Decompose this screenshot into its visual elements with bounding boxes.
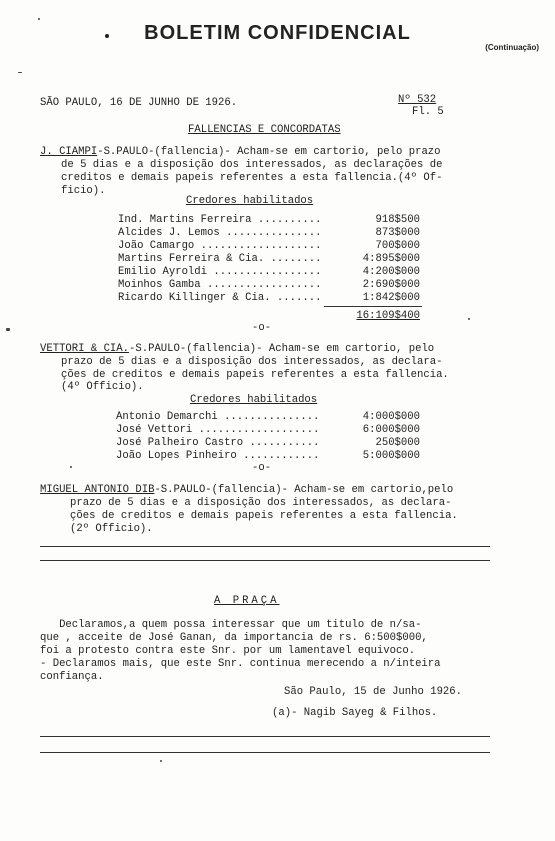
notice-line-4: - Declaramos mais, que este Snr. continua merecendo a n/inteira [40,658,441,670]
entry-text: -S.PAULO-(fallencia)- Acham-se em cartorio, pelo [129,343,435,355]
notice-line-1: Declaramos,a quem possa interessar que um titulo de n/sa- [40,619,422,631]
entry-vettori-line-2: prazo de 5 dias e a disposição dos interessados, as declara- [61,356,443,368]
creditor-amount: 5:000$000 [362,450,420,462]
section-title: FALLENCIAS E CONCORDATAS [188,124,341,136]
entry-text: -S.PAULO-(fallencia)- Acham-se em cartorio,pelo [154,484,454,496]
creditor-amount: 918$500 [375,214,420,226]
creditor-name: José Palheiro Castro ........... [116,437,320,449]
speck [160,760,162,762]
notice-line-2: que , acceite de José Ganan, da importancia de rs. 6:500$000, [40,632,428,644]
creditor-amount: 2:690$000 [362,279,420,291]
entry-dib-line-1 [40,484,453,497]
entry-dib-line-3: ções de creditos e demais papeis referentes a esta fallencia. [70,510,458,522]
divider-rule [40,546,490,547]
speck [18,72,22,73]
creditor-amount: 873$000 [375,227,420,239]
creditor-amount: 6:000$000 [362,424,420,436]
speck [6,328,10,331]
entry-text: -S.PAULO-(fallencia)- Acham-se em cartorio, pelo prazo [97,146,441,158]
sheet-number: Fl. 5 [412,106,444,118]
notice-signature: (a)- Nagib Sayeg & Filhos. [272,707,438,719]
creditor-name: João Lopes Pinheiro ............ [116,450,320,462]
entry-name: VETTORI & CIA. [40,343,130,355]
divider-rule [40,752,490,753]
entry-vettori-line-4: (4º Officio). [61,381,144,393]
decorative-dot [105,34,109,38]
divider-rule [40,736,490,737]
separator: -o- [252,322,272,334]
entry-name: J. CIAMPI [40,146,98,158]
separator: -o- [252,462,272,474]
creditor-amount: 700$000 [375,240,420,252]
creditor-amount: 4:200$000 [362,266,420,278]
speck [38,18,40,20]
creditor-amount: 1:842$000 [362,292,420,304]
creditors-total: 16:109$400 [356,310,420,322]
entry-ciampi-line-4: ficio). [61,185,106,197]
divider-rule [40,560,490,561]
place-date: SÃO PAULO, 16 DE JUNHO DE 1926. [40,97,238,109]
entry-vettori-line-3: ções de creditos e demais papeis referentes a esta fallencia. [61,369,449,381]
creditor-name: Antonio Demarchi ............... [116,411,320,423]
bulletin-number: Nº 532 [398,94,437,106]
creditor-amount: 4:895$000 [362,253,420,265]
entry-dib-line-4: (2º Officio). [70,523,153,535]
notice-title: A PRAÇA [214,595,280,607]
creditors-title: Credores habilitados [186,195,314,207]
creditor-name: Emilio Ayroldi ................. [118,266,322,278]
entry-dib-line-2: prazo de 5 dias e a disposição dos interessados, as declara- [70,497,452,509]
entry-name: MIGUEL ANTONIO DIB [40,484,155,496]
document-title: BOLETIM CONFIDENCIAL [144,22,411,44]
continuation-label: (Continuação) [485,43,539,52]
total-rule [324,306,422,307]
creditor-name: José Vettori ................... [116,424,320,436]
notice-date: São Paulo, 15 de Junho 1926. [284,686,463,698]
creditor-name: João Camargo ................... [118,240,322,252]
entry-vettori-line-1 [40,343,434,356]
entry-ciampi-line-2: de 5 dias e a disposição dos interessados, as declarações de [61,159,443,171]
speck [468,318,470,320]
creditor-name: Alcides J. Lemos ............... [118,227,322,239]
creditor-name: Ind. Martins Ferreira .......... [118,214,322,226]
creditor-amount: 250$000 [375,437,420,449]
creditor-amount: 4:000$000 [362,411,420,423]
creditor-name: Martins Ferreira & Cia. ........ [118,253,322,265]
creditor-name: Ricardo Killinger & Cia. ....... [118,292,322,304]
notice-line-5: confiança. [40,671,104,683]
creditor-name: Moinhos Gamba .................. [118,279,322,291]
notice-line-3: foi a protesto contra este Snr. por um lamentavel equivoco. [40,645,416,657]
speck [70,466,72,468]
entry-ciampi-line-1 [40,146,441,159]
entry-ciampi-line-3: creditos e demais papeis referentes a esta fallencia.(4º Of- [61,172,443,184]
creditors-title: Credores habilitados [190,394,318,406]
